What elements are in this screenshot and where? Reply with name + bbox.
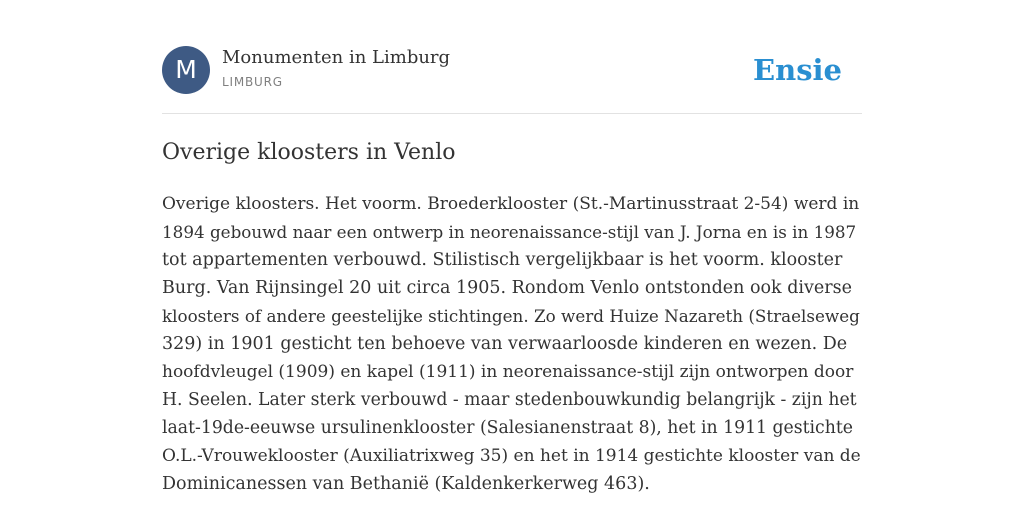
body-line: Burg. Van Rijnsingel 20 uit circa 1905. Rondom Venlo ontstonden ook diverse xyxy=(162,278,852,298)
body-line: laat-19de-eeuwse ursulinenklooster (Salesianenstraat 8), het in 1911 gestichte xyxy=(162,418,853,438)
header-divider xyxy=(162,113,862,114)
source-subtitle: LIMBURG xyxy=(222,75,283,89)
body-line: 1894 gebouwd naar een ontwerp in neorenaissance-stijl van J. Jorna en is in 1987 xyxy=(162,222,857,242)
body-line: H. Seelen. Later sterk verbouwd - maar stedenbouwkundig belangrijk - zijn het xyxy=(162,390,857,410)
body-line: hoofdvleugel (1909) en kapel (1911) in neorenaissance-stijl zijn ontworpen door xyxy=(162,362,854,382)
article-body xyxy=(162,190,862,498)
source-avatar[interactable]: M xyxy=(162,46,210,94)
body-line: tot appartementen verbouwd. Stilistisch vergelijkbaar is het voorm. klooster xyxy=(162,250,843,270)
source-header xyxy=(162,46,862,96)
ensie-logo[interactable]: Ensie xyxy=(753,53,842,87)
body-line: Dominicanessen van Bethanië (Kaldenkerkerweg 463). xyxy=(162,474,650,494)
body-line: 329) in 1901 gesticht ten behoeve van verwaarloosde kinderen en wezen. De xyxy=(162,334,848,354)
body-line: Overige kloosters. Het voorm. Broederklooster (St.-Martinusstraat 2-54) werd in xyxy=(162,194,860,214)
body-line: kloosters of andere geestelijke stichtingen. Zo werd Huize Nazareth (Straelseweg xyxy=(162,306,860,326)
body-line: O.L.-Vrouweklooster (Auxiliatrixweg 35) en het in 1914 gestichte klooster van de xyxy=(162,446,861,466)
article-title: Overige kloosters in Venlo xyxy=(162,140,456,165)
source-title[interactable]: Monumenten in Limburg xyxy=(222,47,451,68)
